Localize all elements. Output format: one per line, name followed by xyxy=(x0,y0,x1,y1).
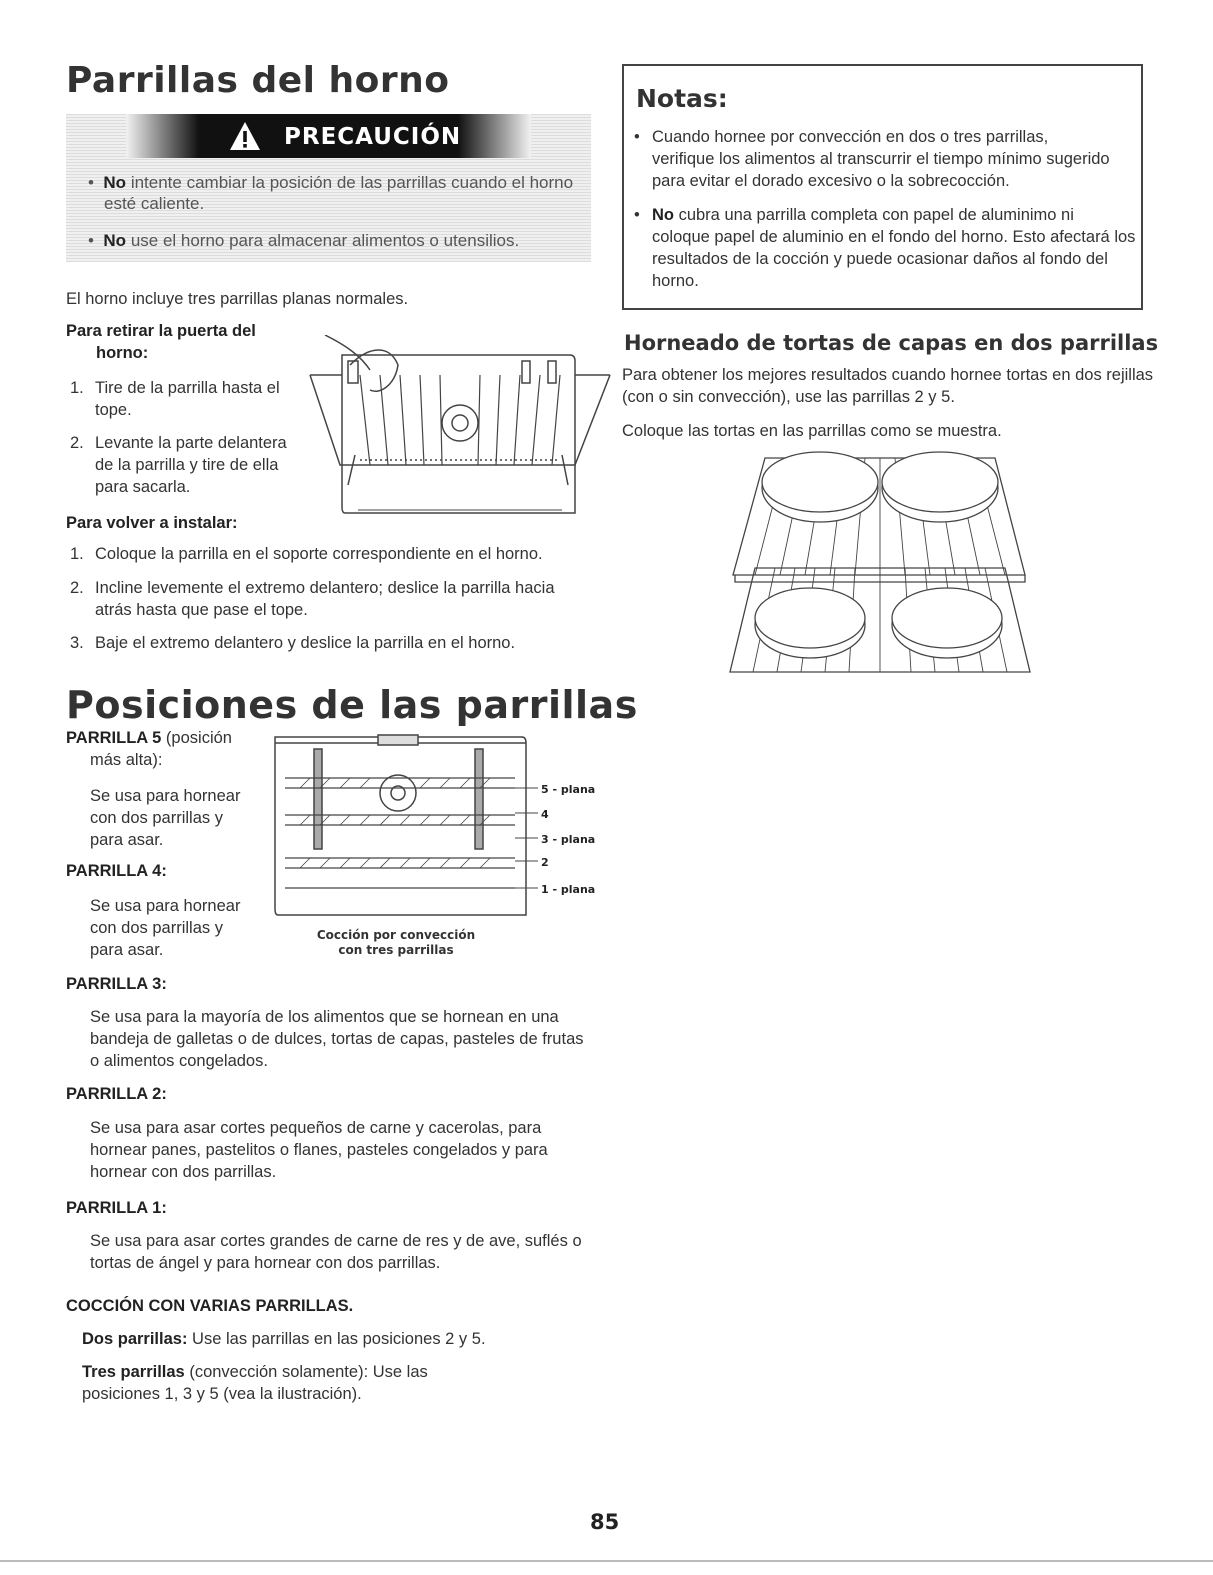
note-line: para evitar el dorado excesivo o la sobrecocción. xyxy=(652,172,1010,190)
desc-line: con dos parrillas y xyxy=(90,919,223,937)
caution-item-2 xyxy=(88,230,519,251)
layer-cake-illustration xyxy=(725,450,1035,680)
remove-heading-l1: Para retirar la puerta del xyxy=(66,322,256,340)
three-racks-text-l2: posiciones 1, 3 y 5 (vea la ilustración). xyxy=(82,1385,362,1403)
note-line: resultados de la cocción y puede ocasionar daños al fondo del xyxy=(652,250,1108,268)
remove-heading xyxy=(66,320,256,364)
desc-line: para asar. xyxy=(90,941,164,959)
caution-item-2-text: use el horno para almacenar alimentos o utensilios. xyxy=(130,231,520,250)
step-number: 1. xyxy=(70,379,84,397)
step-number: 2. xyxy=(70,434,84,452)
install-step-2 xyxy=(70,577,555,619)
note-line: horno. xyxy=(652,272,699,290)
rack3-heading: PARRILLA 3: xyxy=(66,975,167,993)
desc-line: para asar. xyxy=(90,831,164,849)
caution-no: No xyxy=(103,173,127,192)
step-line: atrás hasta que pase el tope. xyxy=(95,601,308,619)
bullet: • xyxy=(88,173,94,192)
desc-line: o alimentos congelados. xyxy=(90,1052,268,1070)
layer-cake-paragraph-2: Coloque las tortas en las parrillas como se muestra. xyxy=(622,422,1002,440)
step-line: Tire de la parrilla hasta el xyxy=(95,379,280,397)
rack4-description xyxy=(90,895,240,961)
multi-rack-heading: COCCIÓN CON VARIAS PARRILLAS. xyxy=(66,1297,354,1315)
page-number: 85 xyxy=(590,1510,620,1534)
note-line: coloque papel de aluminio en el fondo del horno. Esto afectará los xyxy=(652,228,1136,246)
caution-title: PRECAUCIÓN xyxy=(284,124,462,150)
note-no: No xyxy=(652,206,674,224)
label-rack-3: 3 - plana xyxy=(541,833,596,846)
desc-line: tortas de ángel y para hornear con dos parrillas. xyxy=(90,1254,441,1272)
desc-line: hornear con dos parrillas. xyxy=(90,1163,277,1181)
notes-bullet-1 xyxy=(634,126,1134,190)
install-step-3 xyxy=(70,632,516,654)
warning-icon xyxy=(228,120,262,152)
caution-item-1 xyxy=(88,172,573,214)
intro-text: El horno incluye tres parrillas planas normales. xyxy=(66,290,409,308)
multi-two-racks xyxy=(82,1328,486,1350)
step-number: 1. xyxy=(70,545,84,563)
paragraph-line: (con o sin convección), use las parrillas 2 y 5. xyxy=(622,388,955,406)
step-number: 3. xyxy=(70,634,84,652)
layer-cake-paragraph-1 xyxy=(622,364,1153,408)
rack4-heading: PARRILLA 4: xyxy=(66,862,167,880)
rack2-heading: PARRILLA 2: xyxy=(66,1085,167,1103)
section-title-rack-positions: Posiciones de las parrillas xyxy=(66,683,638,727)
multi-three-racks xyxy=(82,1361,428,1405)
desc-line: Se usa para asar cortes pequeños de carne y cacerolas, para xyxy=(90,1119,542,1137)
notes-box xyxy=(622,64,1143,310)
rack-removal-illustration xyxy=(300,335,620,520)
desc-line: con dos parrillas y xyxy=(90,809,223,827)
three-racks-label: Tres parrillas xyxy=(82,1363,185,1381)
paragraph-line: Para obtener los mejores resultados cuando hornee tortas en dos rejillas xyxy=(622,366,1154,384)
caution-item-1-line1: intente cambiar la posición de las parrillas cuando el horno xyxy=(130,173,574,192)
desc-line: Se usa para asar cortes grandes de carne de res y de ave, suflés o xyxy=(90,1232,582,1250)
step-line: Incline levemente el extremo delantero; deslice la parrilla hacia xyxy=(95,579,555,597)
rack5-heading-bold: PARRILLA 5 xyxy=(66,729,162,747)
rack5-heading-l2: más alta): xyxy=(90,751,163,769)
diagram-caption xyxy=(286,928,506,958)
rack1-heading: PARRILLA 1: xyxy=(66,1199,167,1217)
bullet: • xyxy=(634,206,640,224)
step-line: tope. xyxy=(95,401,132,419)
notes-title: Notas: xyxy=(636,84,728,113)
step-line: Levante la parte delantera xyxy=(95,434,287,452)
label-rack-2: 2 xyxy=(541,856,549,869)
rack5-description xyxy=(90,785,240,851)
step-line: Baje el extremo delantero y deslice la parrilla en el horno. xyxy=(95,634,516,652)
desc-line: hornear panes, pastelitos o flanes, pasteles congelados y para xyxy=(90,1141,548,1159)
note-line: verifique los alimentos al transcurrir el tiempo mínimo sugerido xyxy=(652,150,1110,168)
desc-line: Se usa para hornear xyxy=(90,787,241,805)
rack3-description xyxy=(90,1006,584,1072)
remove-heading-l2: horno: xyxy=(96,344,149,362)
two-racks-label: Dos parrillas: xyxy=(82,1330,188,1348)
notes-bullet-2 xyxy=(634,204,1136,290)
caption-line: Cocción por convección xyxy=(316,928,476,942)
install-heading: Para volver a instalar: xyxy=(66,514,238,532)
install-step-1 xyxy=(70,543,543,565)
two-racks-text: Use las parrillas en las posiciones 2 y 5. xyxy=(187,1330,486,1348)
rack1-description xyxy=(90,1230,582,1274)
step-line: Coloque la parrilla en el soporte correspondiente en el horno. xyxy=(95,545,543,563)
step-line: para sacarla. xyxy=(95,478,191,496)
caution-item-1-line2: esté caliente. xyxy=(104,194,205,213)
label-rack-4: 4 xyxy=(541,808,549,821)
desc-line: Se usa para la mayoría de los alimentos que se hornean en una xyxy=(90,1008,559,1026)
bullet: • xyxy=(88,231,94,250)
bullet: • xyxy=(634,128,640,146)
label-rack-5: 5 - plana xyxy=(541,783,596,796)
section-title-oven-racks: Parrillas del horno xyxy=(66,60,450,101)
rack5-heading-rest: (posición xyxy=(161,729,232,747)
desc-line: bandeja de galletas o de dulces, tortas de capas, pasteles de frutas xyxy=(90,1030,584,1048)
label-rack-1: 1 - plana xyxy=(541,883,596,896)
step-line: de la parrilla y tire de ella xyxy=(95,456,279,474)
note-line: Cuando hornee por convección en dos o tres parrillas, xyxy=(652,128,1049,146)
three-racks-text-l1: (convección solamente): Use las xyxy=(184,1363,428,1381)
step-number: 2. xyxy=(70,579,84,597)
rack5-heading xyxy=(66,727,232,771)
remove-step-1 xyxy=(70,377,280,419)
note-line: cubra una parrilla completa con papel de aluminimo ni xyxy=(674,206,1074,224)
desc-line: Se usa para hornear xyxy=(90,897,241,915)
remove-step-2 xyxy=(70,432,287,496)
rack2-description xyxy=(90,1117,548,1183)
bottom-rule xyxy=(0,1560,1213,1562)
caution-no: No xyxy=(103,231,127,250)
layer-cake-heading: Horneado de tortas de capas en dos parrillas xyxy=(624,331,1159,355)
caption-line: con tres parrillas xyxy=(338,943,454,957)
caution-box xyxy=(66,114,591,262)
